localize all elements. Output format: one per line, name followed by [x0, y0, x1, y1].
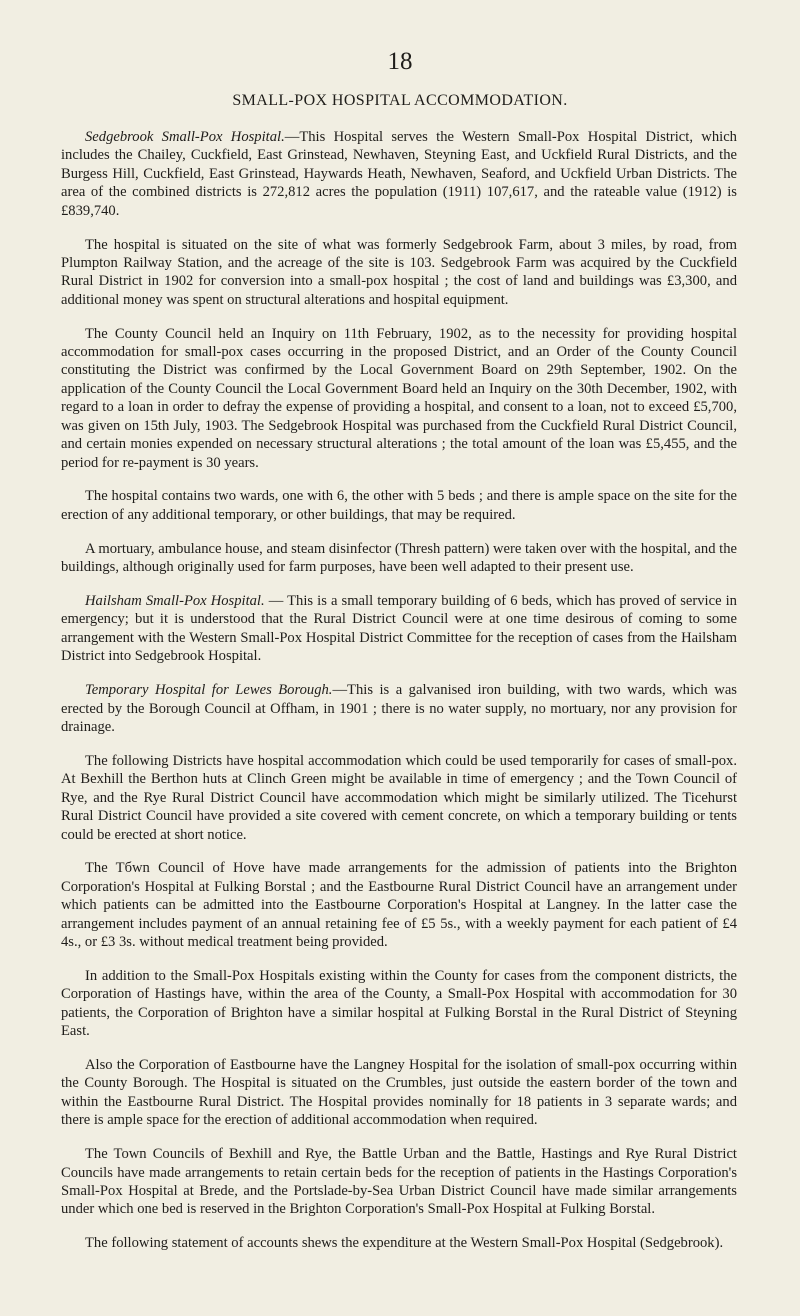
paragraph — [61, 592, 737, 666]
paragraph-text: Also the Corporation of Eastbourne have the Langney Hospital for the isolation of small-pox occurring within the County Borough. The Hospital is situated on the Crumbles, just outside the eastern border of the town and within the Eastbourne Rural District. The Hospital provides nominally for 18 patients in 3 separate wards; and there is ample space for the erection of additional accommodation when required. — [61, 1057, 737, 1129]
paragraph — [61, 967, 737, 1041]
paragraph-text: A mortuary, ambulance house, and steam disinfector (Thresh pattern) were taken over with the hospital, and the buildings, although originally used for farm purposes, have been well adapted to their present use. — [61, 540, 737, 576]
paragraph-text: The hospital contains two wards, one with 6, the other with 5 beds ; and there is ample space on the site for the erection of any additional temporary, or other buildings, that may be required. — [61, 488, 737, 523]
paragraph — [61, 540, 737, 577]
paragraph-lead: Hailsham Small-Pox Hospital. — [85, 593, 265, 610]
paragraph — [61, 1056, 737, 1130]
paragraph — [61, 236, 737, 310]
paragraph-text: The following Districts have hospital accommodation which could be used temporarily for cases of small-pox. At Bexhill the Berthon huts at Clinch Green might be available in time of emergency ; and the Town Council of Rye, and the Rye Rural District Council have accommodation which might be similarly utilized. The Ticehurst Rural District Council have provided a site covered with cement concrete, on which a temporary building or tents could be erected at short notice. — [61, 752, 737, 843]
paragraph — [61, 1234, 737, 1252]
paragraph — [61, 681, 737, 736]
section-title: SMALL-POX HOSPITAL ACCOMMODATION. — [232, 92, 568, 109]
page-number: 18 — [387, 48, 413, 75]
paragraph — [61, 128, 737, 220]
paragraph — [61, 1145, 737, 1219]
paragraph-text: —This is a galvanised iron building, with two wards, which was erected by the Borough Council at Offham, in 1901 ; there is no water supply, no mortuary, nor any provision for drainage. — [61, 682, 737, 735]
paragraph-text: — This is a small temporary building of 6 beds, which has proved of service in emergency; but it is understood that the Rural District Council were at one time desirous of coming to some arrangement with the Western Small-Pox Hospital District Committee for the reception of cases from the Hailsham District into Sedgebrook Hospital. — [61, 593, 737, 665]
paragraph-text: The Tбwn Council of Hove have made arrangements for the admission of patients into the Brighton Corporation's Hospital at Fulking Borstal ; and the Eastbourne Rural District Council have an arrangement under which patients can be admitted into the Eastbourne Corporation's Hospital at Langney. In the latter case the arrangement includes payment of an annual retaining fee of £5 5s., with a weekly payment for each patient of £4 4s., or £3 3s. without medical treatment being provided. — [61, 860, 737, 951]
paragraph-text: The hospital is situated on the site of what was formerly Sedgebrook Farm, about 3 miles, by road, from Plumpton Railway Station, and the acreage of the site is 103. Sedgebrook Farm was acquired by the Cuckfield Rural District in 1902 for conversion into a small-pox hospital ; the cost of land and buildings was £3,300, and additional money was spent on structural alterations and hospital equipment. — [61, 236, 737, 308]
paragraph-text: —This Hospital serves the Western Small-Pox Hospital District, which includes the Chailey, Cuckfield, East Grinstead, Newhaven, Steyning East, and Uckfield Rural Districts, and the Burgess Hill, Cuckfield, East Grinstead, Haywards Heath, Newhaven, Seaford, and Uckfield Urban Districts. The area of the combined districts is 272,812 acres the population (1911) 107,617, and the rateable value (1912) is £839,740. — [61, 129, 737, 219]
paragraph — [61, 752, 737, 844]
paragraph-lead: Sedgebrook Small-Pox Hospital. — [85, 129, 285, 145]
paragraph-lead: Temporary Hospital for Lewes Borough. — [85, 682, 333, 699]
paragraph-text: In addition to the Small-Pox Hospitals existing within the County for cases from the component districts, the Corporation of Hastings have, within the area of the County, a Small-Pox Hospital with accommodation for 30 patients, the Corporation of Brighton have a similar hospital at Fulking Borstal in the Rural District of Steyning East. — [61, 967, 737, 1040]
body-text — [61, 128, 737, 1265]
paragraph-text: The following statement of accounts shews the expenditure at the Western Small-Pox Hospital (Sedgebrook). — [85, 1235, 724, 1252]
paragraph-text: The Town Councils of Bexhill and Rye, the Battle Urban and the Battle, Hastings and Rye Rural District Councils have made arrangements to retain certain beds for the reception of patients in the Hastings Corporation's Small-Pox Hospital at Brede, and the Portslade-by-Sea Urban District Council have made similar arrangements under which one bed is reserved in the Brighton Corporation's Small-Pox Hospital at Fulking Borstal. — [61, 1146, 737, 1218]
paragraph — [61, 859, 737, 951]
paragraph-text: The County Council held an Inquiry on 11th February, 1902, as to the necessity for providing hospital accommodation for small-pox cases occurring in the proposed District, and an Order of the County Council constituting the District was confirmed by the Local Government Board on 29th September, 1902. On the application of the County Council the Local Government Board held an Inquiry on the 30th December, 1902, with regard to a loan in order to defray the expense of providing a hospital, and consent to a loan, not to exceed £5,700, was given on 15th July, 1903. The Sedgebrook Hospital was purchased from the Cuckfield Rural District Council, and certain monies expended on necessary structural alterations ; the total amount of the loan was £5,455, and the period for re-payment is 30 years. — [61, 325, 737, 471]
paragraph — [61, 487, 737, 524]
paragraph — [61, 325, 737, 472]
